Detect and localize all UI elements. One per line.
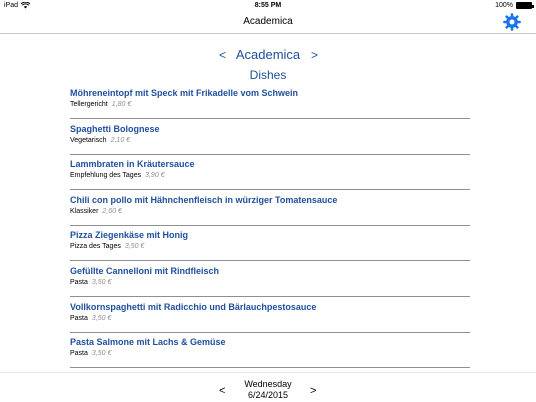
- previous-day-button[interactable]: <: [219, 385, 226, 397]
- divider: [70, 118, 470, 119]
- divider: [70, 296, 470, 297]
- dish-price: 3,50 €: [124, 243, 145, 251]
- dish-name: Lammbraten in Kräutersauce: [70, 159, 195, 170]
- dish-name: Spaghetti Bolognese: [70, 123, 160, 134]
- dish-name: Pizza Ziegenkäse mit Honig: [70, 230, 189, 241]
- dish-price: 3,50 €: [91, 350, 112, 358]
- dish-row[interactable]: [0, 193, 536, 229]
- status-time: 8:55 PM: [254, 2, 282, 9]
- next-cafeteria-button[interactable]: >: [311, 48, 319, 62]
- dish-name: Chili con pollo mit Hähnchenfleisch in würziger Tomatensauce: [70, 194, 338, 205]
- divider: [70, 367, 470, 368]
- divider: [70, 260, 470, 261]
- divider: [70, 189, 470, 190]
- dish-meta: [70, 172, 165, 179]
- dish-name: Vollkornspaghetti mit Radicchio und Bärlauchpestosauce: [70, 301, 317, 312]
- date-label: 6/24/2015: [247, 390, 289, 400]
- dish-price: 3,90 €: [145, 172, 165, 180]
- dish-row[interactable]: [0, 122, 536, 158]
- date-navigation-bar: [0, 372, 536, 402]
- next-day-button[interactable]: >: [310, 385, 317, 397]
- carrier-label: iPad: [4, 2, 19, 9]
- previous-cafeteria-button[interactable]: <: [219, 48, 227, 62]
- dish-name: Gefüllte Cannelloni mit Rindfleisch: [70, 265, 220, 276]
- weekday-label: Wednesday: [244, 379, 292, 389]
- dish-category: Empfehlung des Tages: [70, 172, 142, 180]
- dish-price: 2,10 €: [110, 136, 131, 144]
- navigation-bar: [0, 12, 536, 34]
- divider: [70, 154, 470, 155]
- dish-meta: [70, 243, 144, 250]
- dish-meta: [70, 137, 130, 144]
- dish-list: [0, 86, 536, 371]
- dish-row[interactable]: [0, 228, 536, 264]
- gear-icon[interactable]: [502, 12, 522, 32]
- dish-price: 1,80 €: [111, 101, 132, 108]
- dish-row[interactable]: [0, 86, 536, 122]
- dish-row[interactable]: [0, 264, 536, 300]
- dish-category: Pasta: [70, 278, 88, 286]
- dish-category: Vegetarisch: [70, 136, 107, 144]
- section-title: Dishes: [249, 68, 287, 82]
- divider: [70, 332, 470, 333]
- dish-category: Klassiker: [70, 207, 99, 215]
- dish-row[interactable]: [0, 335, 536, 371]
- dish-meta: [70, 315, 111, 322]
- dish-meta: [70, 208, 122, 215]
- battery-percent: 100%: [495, 2, 513, 9]
- dish-row[interactable]: [0, 157, 536, 193]
- dish-category: Pasta: [70, 314, 88, 322]
- status-bar: [0, 0, 536, 12]
- cafeteria-switch: [0, 46, 536, 66]
- page-title: Academica: [243, 16, 293, 27]
- dish-name: Möhreneintopf mit Speck mit Frikadelle vom Schwein: [70, 88, 299, 98]
- status-right: [495, 2, 532, 9]
- dish-price: 2,60 €: [102, 207, 122, 215]
- dish-price: 3,50 €: [91, 278, 112, 286]
- dish-row[interactable]: [0, 300, 536, 336]
- dish-category: Tellergericht: [70, 101, 108, 108]
- dish-category: Pasta: [70, 350, 88, 358]
- dish-meta: [70, 279, 111, 286]
- dish-price: 3,50 €: [91, 314, 112, 322]
- cafeteria-name: Academica: [235, 47, 301, 62]
- divider: [70, 225, 470, 226]
- date-display: [0, 379, 536, 401]
- battery-icon: [516, 2, 532, 9]
- dish-meta: [70, 350, 111, 357]
- dish-name: Pasta Salmone mit Lachs & Gemüse: [70, 337, 226, 348]
- dish-category: Pizza des Tages: [70, 243, 121, 251]
- dish-meta: [70, 101, 131, 108]
